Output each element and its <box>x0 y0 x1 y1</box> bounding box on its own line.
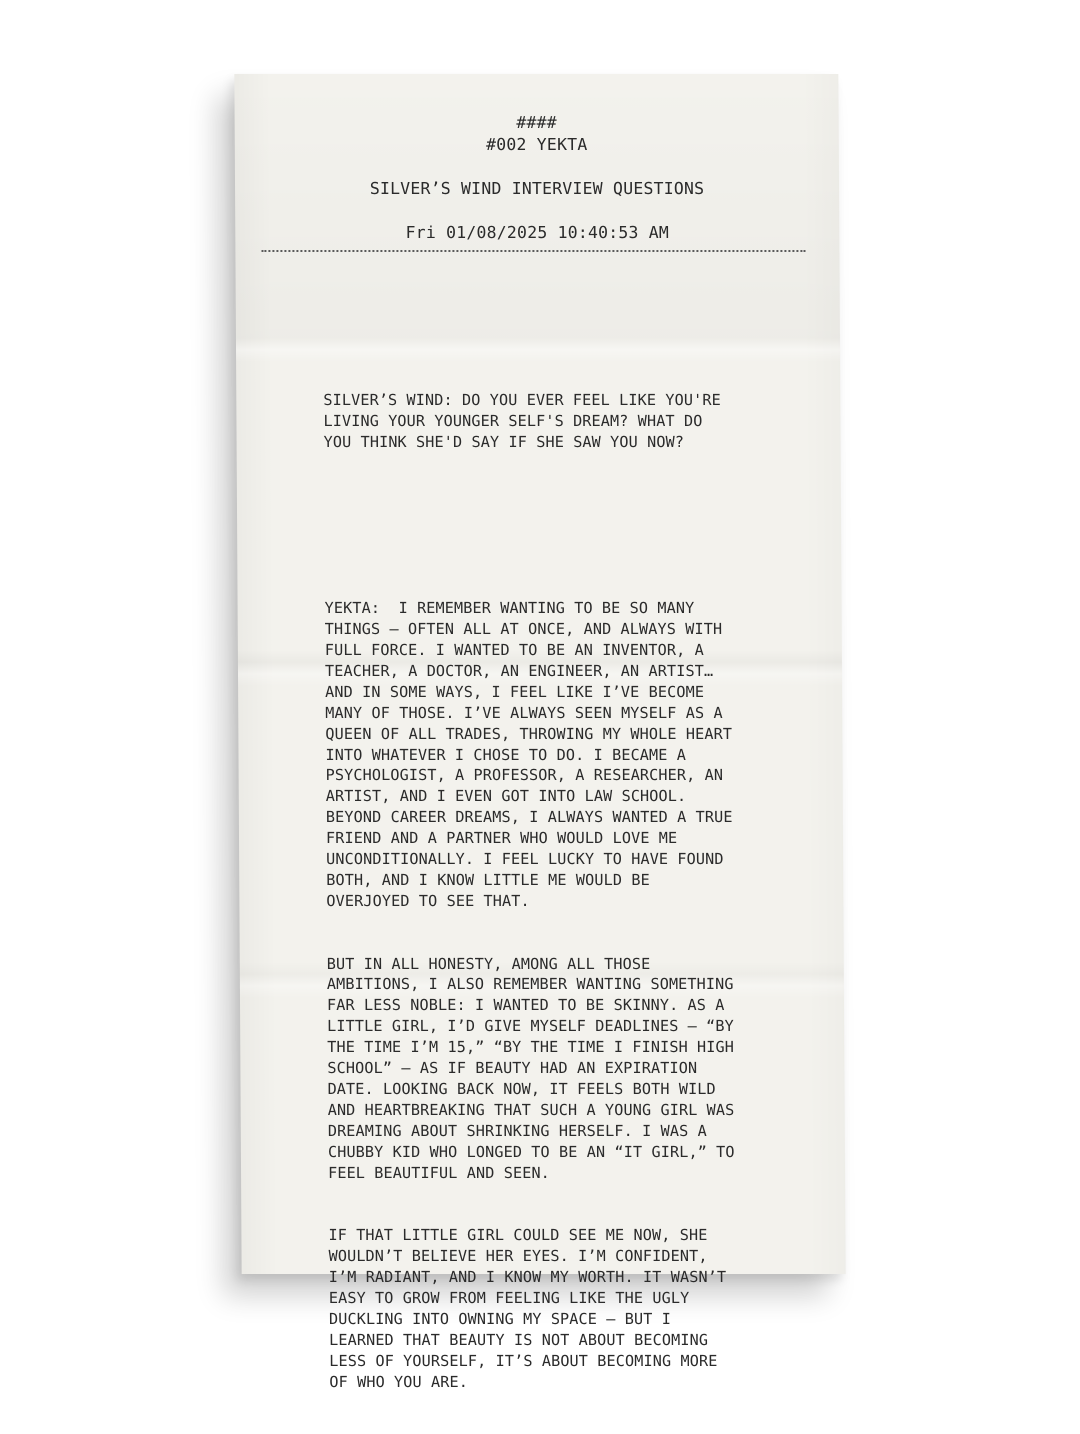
paper-receipt <box>234 74 845 1391</box>
header-spacer <box>235 156 839 178</box>
header-title: SILVER’S WIND INTERVIEW QUESTIONS <box>369 179 705 198</box>
section-spacer <box>324 494 764 556</box>
dotted-divider <box>261 250 805 252</box>
header-number: #002 YEKTA <box>486 135 588 154</box>
interview-body <box>323 348 770 1434</box>
interview-question: SILVER’S WIND: DO YOU EVER FEEL LIKE YOU'RE LIVING YOUR YOUNGER SELF'S DREAM? WHAT DO YOU THINK SHE'D SAY IF SHE SAW YOU NOW? <box>323 390 721 451</box>
header-marks: #### <box>516 113 557 132</box>
header-timestamp: Fri 01/08/2025 10:40:53 AM <box>405 223 670 242</box>
answer-paragraph-3: IF THAT LITTLE GIRL COULD SEE ME NOW, SHE WOULDN’T BELIEVE HER EYES. I’M CONFIDENT, I’M RADIANT, AND I KNOW MY WORTH. IT WASN’T EASY TO GROW FROM FEELING LIKE THE UGLY DUCKLING INTO OWNING MY SPACE — BUT I LEARNED THAT BEAUTY IS NOT ABOUT BECOMING LESS OF YOURSELF, IT’S ABOUT BECOMING MORE OF WHO YOU ARE. <box>328 1226 727 1391</box>
receipt-header <box>235 112 840 244</box>
answer-paragraph-2: BUT IN ALL HONESTY, AMONG ALL THOSE AMBITIONS, I ALSO REMEMBER WANTING SOMETHING FAR LESS NOBLE: I WANTED TO BE SKINNY. AS A LITTLE GIRL, I’D GIVE MYSELF DEADLINES — “BY THE TIME I’M 15,” “BY THE TIME I FINISH HIGH SCHOOL” — AS IF BEAUTY HAD AN EXPIRATION DATE. LOOKING BACK NOW, IT FEELS BOTH WILD AND HEARTBREAKING THAT SUCH A YOUNG GIRL WAS DREAMING ABOUT SHRINKING HERSELF. I WAS A CHUBBY KID WHO LONGED TO BE AN “IT GIRL,” TO FEEL BEAUTIFUL AND SEEN. <box>326 954 735 1182</box>
answer-paragraph-1: YEKTA: I REMEMBER WANTING TO BE SO MANY THINGS — OFTEN ALL AT ONCE, AND ALWAYS WITH FULL FORCE. I WANTED TO BE AN INVENTOR, A TEACHER, A DOCTOR, AN ENGINEER, AN ARTIST… AND IN SOME WAYS, I FEEL LIKE I’VE BECOME MANY OF THOSE. I’VE ALWAYS SEEN MYSELF AS A QUEEN OF ALL TRADES, THROWING MY WHOLE HEART INTO WHATEVER I CHOSE TO DO. I BECAME A PSYCHOLOGIST, A PROFESSOR, A RESEARCHER, AN ARTIST, AND I EVEN GOT INTO LAW SCHOOL. BEYOND CAREER DREAMS, I ALWAYS WANTED A TRUE FRIEND AND A PARTNER WHO WOULD LOVE ME UNCONDITIONALLY. I FEEL LUCKY TO HAVE FOUND BOTH, AND I KNOW LITTLE ME WOULD BE OVERJOYED TO SEE THAT. <box>324 599 733 910</box>
header-spacer <box>235 200 839 222</box>
